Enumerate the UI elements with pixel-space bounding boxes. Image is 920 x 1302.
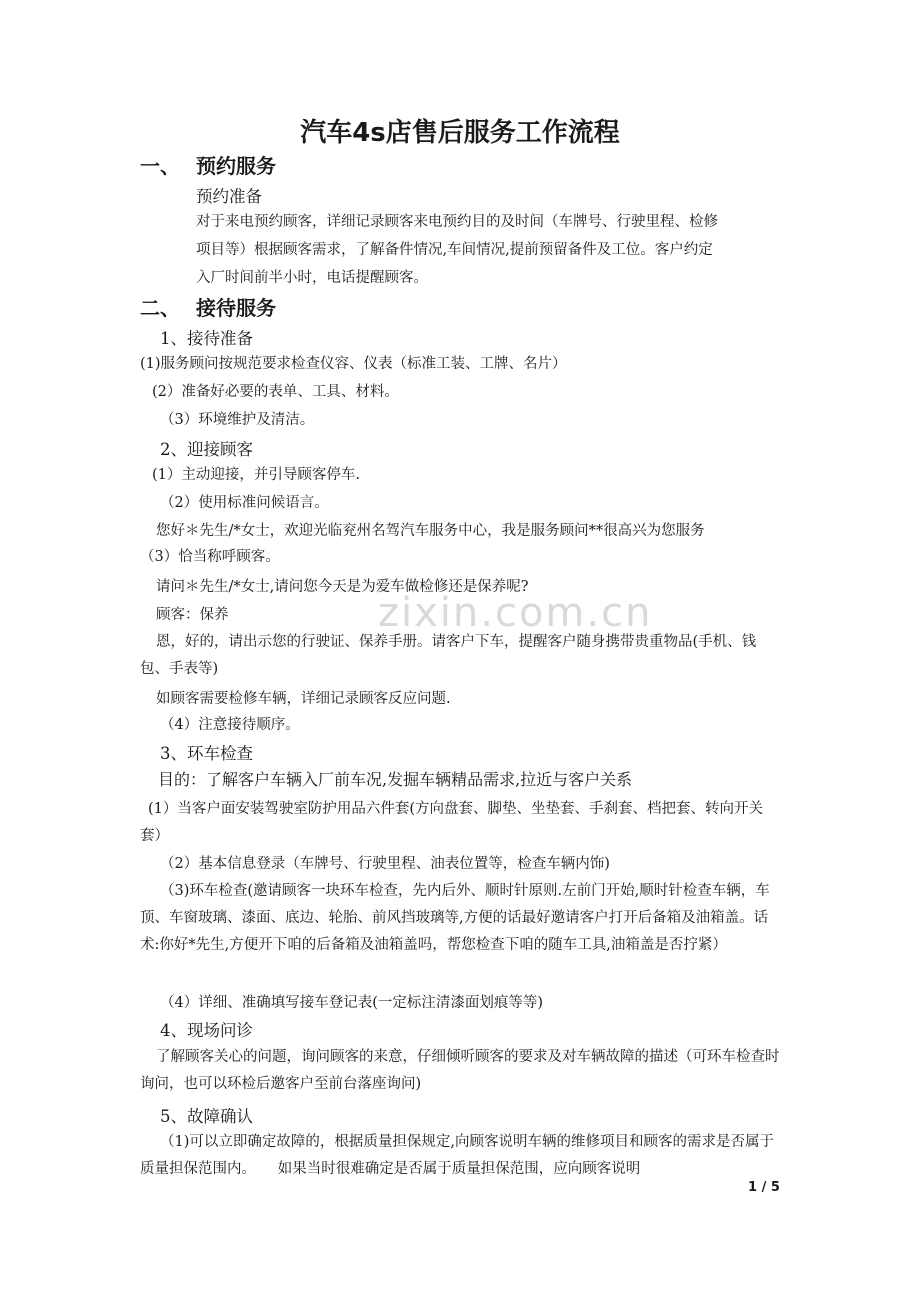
subheading-fault: 5、故障确认: [160, 1107, 253, 1126]
paragraph-line: 入厂时间前半小时，电话提醒顾客。: [196, 270, 428, 286]
paragraph-line: 请问＊先生/*女士,请问您今天是为爱车做检修还是保养呢?: [156, 579, 529, 595]
paragraph-line: 顾客：保养: [156, 607, 229, 623]
subheading-reception: 1、接待准备: [160, 329, 253, 348]
paragraph: (1）当客户面安装驾驶室防护用品六件套(方向盘套、脚垫、坐垫套、手刹套、档把套、转向开关套）: [140, 801, 764, 844]
section-number: 一、: [140, 154, 180, 178]
section-heading-2: [140, 292, 276, 321]
paragraph-line: 您好＊先生/*女士，欢迎光临兖州名驾汽车服务中心，我是服务顾问**很高兴为您服务: [156, 523, 705, 539]
watermark: zixin.com.cn: [378, 590, 653, 636]
section-label: 接待服务: [196, 296, 276, 320]
paragraph-line: (1)服务顾问按规范要求检查仪容、仪表（标准工装、工牌、名片）: [140, 356, 567, 372]
subheading-inspect: 3、环车检查: [160, 744, 253, 763]
paragraph-line: （3）恰当称呼顾客。: [140, 549, 280, 565]
paragraph-line: （4）详细、准确填写接车登记表(一定标注清漆面划痕等等): [160, 995, 544, 1011]
paragraph-line: 如顾客需要检修车辆，详细记录顾客反应问题.: [156, 691, 451, 707]
paragraph: 了解顾客关心的问题，询问顾客的来意，仔细倾听顾客的要求及对车辆故障的描述（可环车检查时询问，也可以环检后邀客户至前台落座询问): [140, 1049, 780, 1092]
section-label: 预约服务: [196, 154, 276, 178]
section-heading-1: [140, 150, 276, 179]
paragraph-line: (1）主动迎接，并引导顾客停车.: [152, 467, 360, 483]
paragraph-line: (2）准备好必要的表单、工具、材料。: [152, 384, 399, 400]
paragraph-line: （2）基本信息登录（车牌号、行驶里程、油表位置等，检查车辆内饰): [160, 856, 610, 872]
subheading-diagnosis: 4、现场问诊: [160, 1021, 253, 1040]
paragraph-line: 目的：了解客户车辆入厂前车况,发掘车辆精品需求,拉近与客户关系: [158, 770, 633, 789]
paragraph: 恩，好的，请出示您的行驶证、保养手册。请客户下车，提醒客户随身携带贵重物品(手机、钱包、手表等): [140, 634, 757, 677]
paragraph-line: （4）注意接待顺序。: [160, 717, 300, 733]
paragraph-line: 对于来电预约顾客，详细记录顾客来电预约目的及时间（车牌号、行驶里程、检修: [196, 214, 718, 230]
section-number: 二、: [140, 296, 180, 320]
paragraph-line: （2）使用标准问候语言。: [160, 495, 329, 511]
paragraph: （1)可以立即确定故障的，根据质量担保规定,向顾客说明车辆的维修项目和顾客的需求是否属于质量担保范围内。 如果当时很难确定是否属于质量担保范围，应向顾客说明: [140, 1134, 774, 1177]
paragraph: （3)环车检查(邀请顾客一块环车检查，先内后外、顺时针原则.左前门开始,顺时针检查车辆，车顶、车窗玻璃、漆面、底边、轮胎、前风挡玻璃等,方便的话最好邀请客户打开后备箱及油箱盖。话术:你好*先生,方便开下咱的后备箱及油箱盖吗，帮您检查下咱的随车工具,油箱盖是否拧紧）: [140, 883, 770, 953]
page-title: 汽车4s店售后服务工作流程: [300, 118, 620, 148]
subheading-greet: 2、迎接顾客: [160, 440, 253, 459]
paragraph-line: （3）环境维护及清洁。: [160, 412, 315, 428]
paragraph-line: 项目等）根据顾客需求，了解备件情况,车间情况,提前预留备件及工位。客户约定: [196, 242, 713, 258]
page-number: 1 / 5: [748, 1180, 780, 1195]
subheading-prep: 预约准备: [196, 187, 262, 206]
